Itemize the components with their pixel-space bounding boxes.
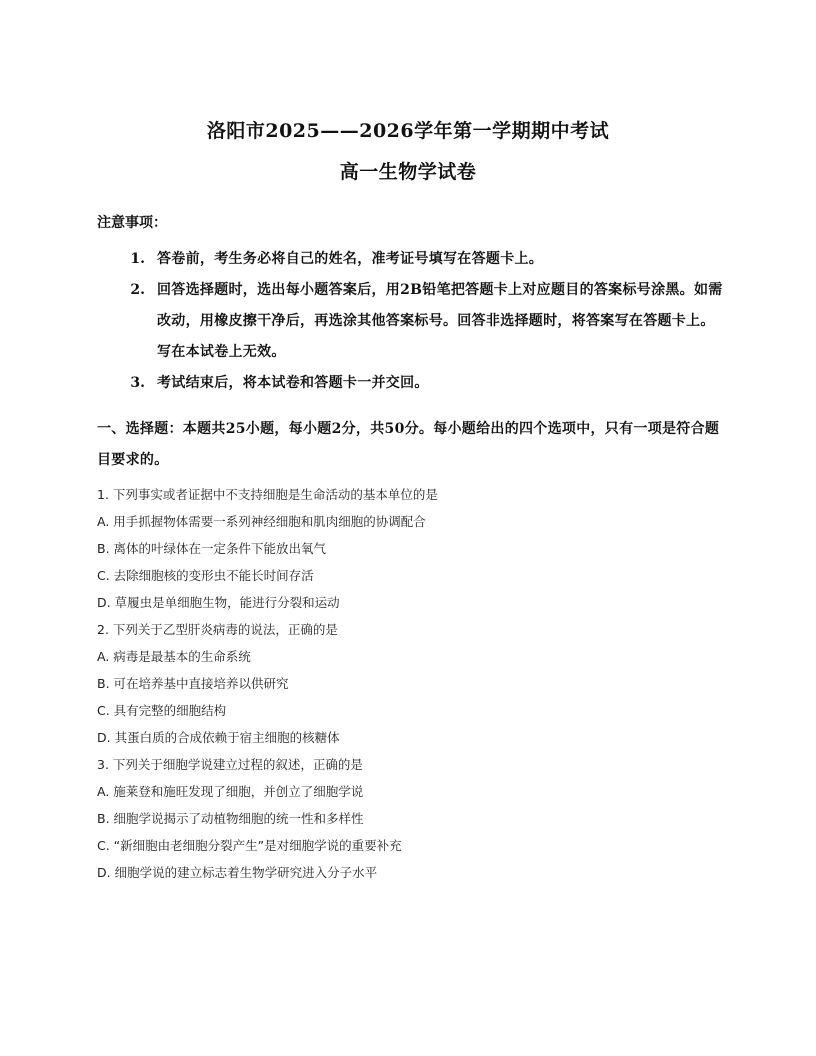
notice-item-text: 回答选择题时，选出每小题答案后，用2B铅笔把答题卡上对应题目的答案标号涂黑。如需改动，用橡皮擦干净后，再选涂其他答案标号。回答非选择题时，将答案写在答题卡上。写在本试卷上无效。 <box>157 282 723 360</box>
option-c: C. 去除细胞核的变形虫不能长时间存活 <box>97 568 314 583</box>
exam-title: 洛阳市2025——2026学年第一学期期中考试 <box>206 120 610 142</box>
option-b: B. 细胞学说揭示了动植物细胞的统一性和多样性 <box>97 811 364 826</box>
notice-heading: 注意事项： <box>97 215 167 231</box>
option-a: A. 用手抓握物体需要一系列神经细胞和肌肉细胞的协调配合 <box>97 514 426 529</box>
option-b: B. 可在培养基中直接培养以供研究 <box>97 676 289 691</box>
notice-item-number: 3. <box>130 375 145 391</box>
exam-subtitle: 高一生物学试卷 <box>339 161 477 183</box>
notice-item-text: 答卷前，考生务必将自己的姓名，准考证号填写在答题卡上。 <box>157 251 544 267</box>
option-a: A. 病毒是最基本的生命系统 <box>97 649 251 664</box>
question-list <box>97 481 727 886</box>
question-stem: 1. 下列事实或者证据中不支持细胞是生命活动的基本单位的是 <box>97 487 438 502</box>
option-a: A. 施莱登和施旺发现了细胞，并创立了细胞学说 <box>97 784 364 799</box>
notice-item-number: 2. <box>130 282 145 298</box>
section-heading: 一、选择题：本题共25小题，每小题2分，共50分。每小题给出的四个选项中，只有一项是符合题目要求的。 <box>97 421 720 468</box>
option-d: D. 草履虫是单细胞生物，能进行分裂和运动 <box>97 595 340 610</box>
notice-item <box>97 244 727 275</box>
option-d: D. 细胞学说的建立标志着生物学研究进入分子水平 <box>97 865 378 880</box>
notice-item <box>97 275 727 368</box>
option-c: C. “新细胞由老细胞分裂产生”是对细胞学说的重要补充 <box>97 838 402 853</box>
option-b: B. 离体的叶绿体在一定条件下能放出氧气 <box>97 541 327 556</box>
question-stem: 2. 下列关于乙型肝炎病毒的说法，正确的是 <box>97 622 338 637</box>
notice-list <box>97 244 727 399</box>
option-c: C. 具有完整的细胞结构 <box>97 703 227 718</box>
notice-item <box>97 368 727 399</box>
option-d: D. 其蛋白质的合成依赖于宿主细胞的核糖体 <box>97 730 340 745</box>
question-stem: 3. 下列关于细胞学说建立过程的叙述，正确的是 <box>97 757 363 772</box>
notice-item-text: 考试结束后，将本试卷和答题卡一并交回。 <box>157 375 429 391</box>
notice-item-number: 1. <box>130 251 145 267</box>
